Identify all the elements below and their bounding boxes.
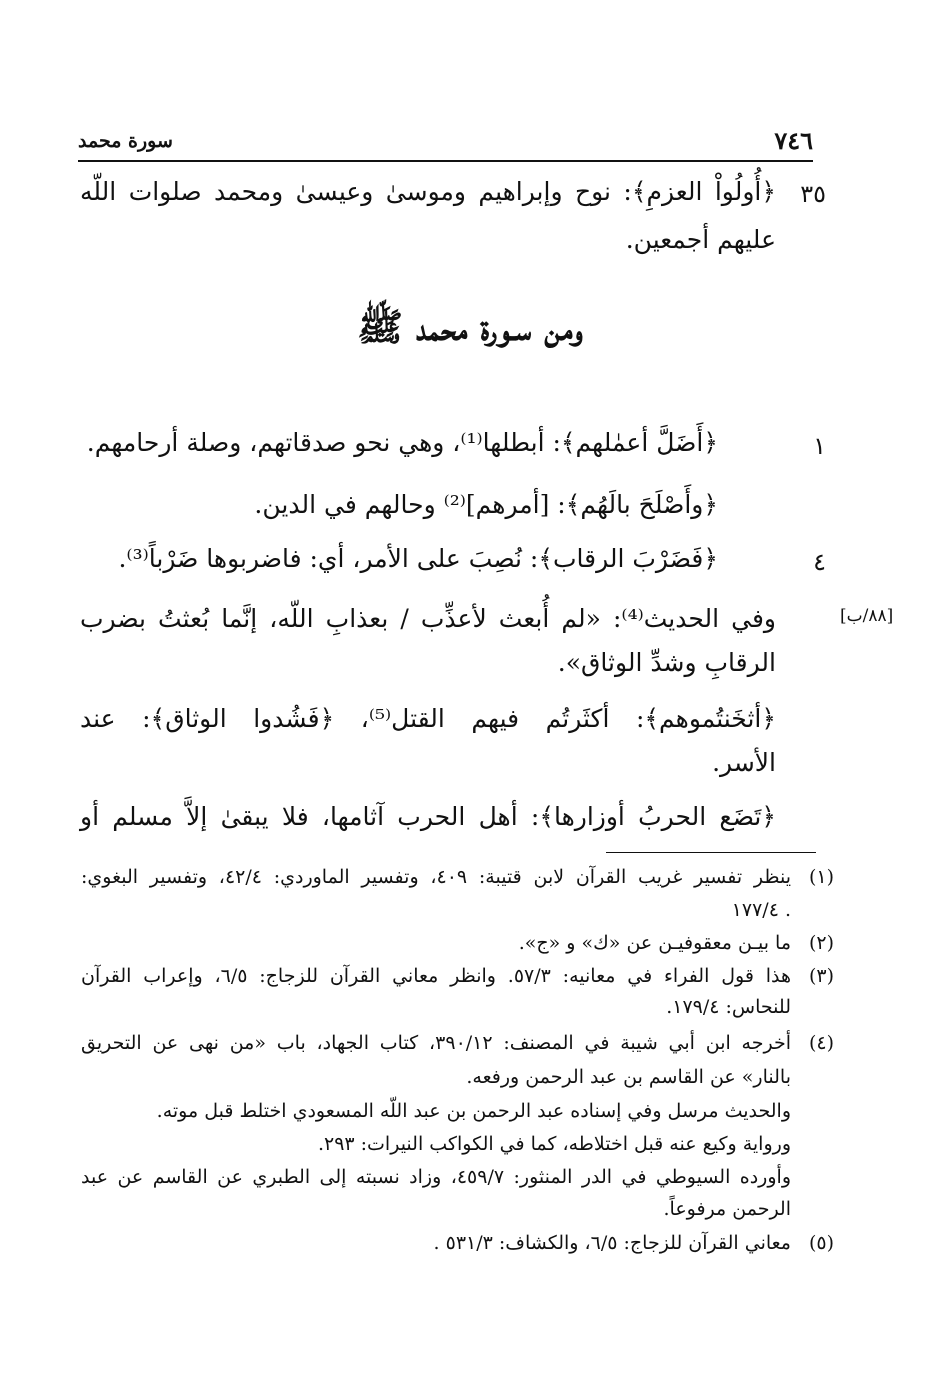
text-line: عليهم أجمعين. xyxy=(625,225,776,254)
running-title: سورة محمد xyxy=(78,130,173,152)
footnote-line: ما بيـن معقوفيـن عن «ك» و «ج». xyxy=(518,932,791,954)
text-line: وفي الحديث⁽⁴⁾: «لم أُبعث لأعذِّب / بعذابِ اللّه، إنَّما بُعثتُ بضرب xyxy=(80,604,777,633)
text-line: ﴿تَضَع الحربُ أوزارها﴾: أهل الحرب آثامها، فلا يبقىٰ إلاَّ مسلم أو xyxy=(80,802,776,831)
text-line: ﴿فَضَرْبَ الرقاب﴾: نُصِبَ على الأمر، أي: فاضربوها ضَرْباً⁽³⁾. xyxy=(118,544,718,573)
verse-number: ٣٥ xyxy=(800,180,826,208)
footnote-line: وأورده السيوطي في الدر المنثور: ٤٥٩/٧، وزاد نسبته إلى الطبري عن القاسم عن عبد xyxy=(81,1166,791,1188)
footnote-number: (٤) xyxy=(808,1032,834,1054)
header-rule xyxy=(78,160,813,162)
text-line: ﴿أَضَلَّ أعمٰلهم﴾: أبطلها⁽¹⁾، وهي نحو صدقاتهم، وصلة أرحامهم. xyxy=(86,428,718,457)
manuscript-folio-note: [٨٨/ب] xyxy=(840,606,894,626)
footnote-line: أخرجه ابن أبي شيبة في المصنف: ٣٩٠/١٢، كتاب الجهاد، باب «من نهى عن التحريق xyxy=(81,1032,791,1054)
footnote-number: (٥) xyxy=(808,1232,834,1254)
footnote-line: ورواية وكيع عنه قبل اختلاطه، كما في الكواكب النيرات: ٢٩٣. xyxy=(317,1133,791,1155)
text-line: ﴿وأَصْلَحَ بالَهُم﴾: [أمرهم]⁽²⁾ وحالهم في الدين. xyxy=(254,490,718,519)
verse-number: ٤ xyxy=(813,548,826,576)
footnote-number: (٢) xyxy=(808,932,834,954)
footnote-line: ينظر تفسير غريب القرآن لابن قتيبة: ٤٠٩، وتفسير الماوردي: ٤٢/٤، وتفسير البغوي: xyxy=(81,866,791,888)
page-number: ٧٤٦ xyxy=(774,126,813,155)
text-line: الأسر. xyxy=(712,748,776,777)
footnote-rule xyxy=(606,852,816,853)
verse-number: ١ xyxy=(813,432,826,460)
footnote-line: معاني القرآن للزجاج: ٦/٥، والكشاف: ٥٣١/٣ . xyxy=(433,1232,791,1254)
footnote-number: (٣) xyxy=(808,965,834,987)
page-header xyxy=(78,126,813,158)
sura-title: ومن سـورة محمد ﷺ xyxy=(357,304,583,349)
footnote-line: بالنار» عن القاسم بن عبد الرحمن ورفعه. xyxy=(466,1066,791,1088)
footnote-line: ١٧٧/٤ . xyxy=(731,899,791,921)
footnote-line: والحديث مرسل وفي إسناده عبد الرحمن بن عبد اللّه المسعودي اختلط قبل موته. xyxy=(156,1100,791,1122)
text-line: الرقابِ وشدِّ الوثاق». xyxy=(557,648,776,677)
footnote-line: هذا قول الفراء في معانيه: ٥٧/٣. وانظر معاني القرآن للزجاج: ٦/٥، وإعراب القرآن xyxy=(81,965,791,987)
text-line: ﴿أُولُواْ العزمِ﴾: نوح وإبراهيم وموسىٰ وعيسىٰ ومحمد صلوات اللّه xyxy=(80,177,776,206)
footnote-number: (١) xyxy=(808,866,834,888)
footnote-line: للنحاس: ١٧٩/٤. xyxy=(666,996,791,1018)
footnote-line: الرحمن مرفوعاً. xyxy=(663,1198,791,1220)
text-line: ﴿أثخَنتُموهم﴾: أكثَرتُم فيهم القتل⁽⁵⁾، ﴿فَشُدوا الوثاق﴾: عند xyxy=(80,704,776,733)
